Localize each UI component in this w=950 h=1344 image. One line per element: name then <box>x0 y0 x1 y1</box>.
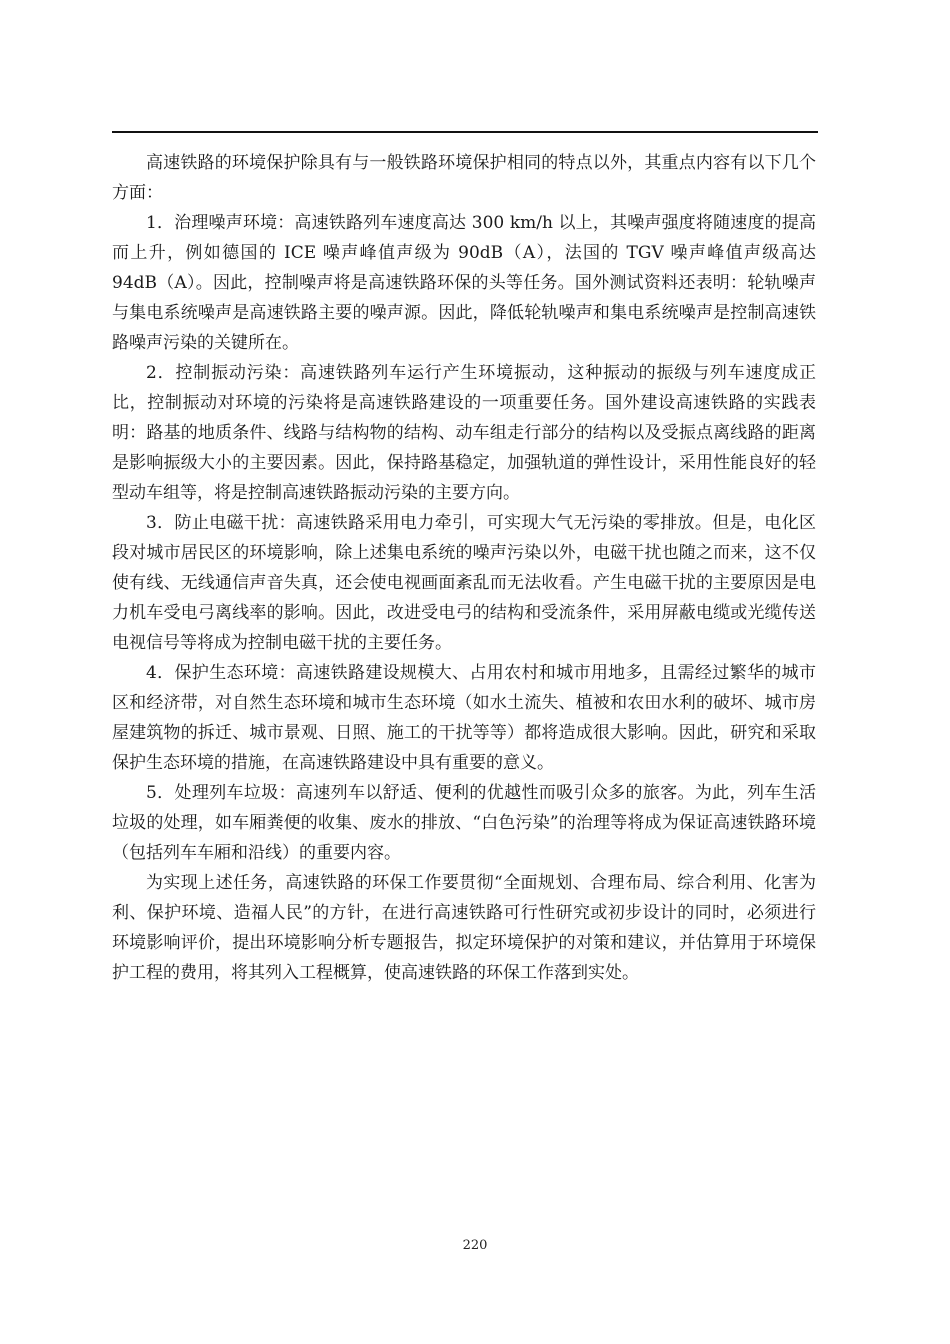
paragraph-vibration-control: 2．控制振动污染：高速铁路列车运行产生环境振动，这种振动的振级与列车速度成正比，控制振动对环境的污染将是高速铁路建设的一项重要任务。国外建设高速铁路的实践表明：路基的地质条件、线路与结构物的结构、动车组走行部分的结构以及受振点离线路的距离是影响振级大小的主要因素。因此，保持路基稳定，加强轨道的弹性设计，采用性能良好的轻型动车组等，将是控制高速铁路振动污染的主要方向。 <box>112 363 816 503</box>
paragraph-ecological-protection: 4．保护生态环境：高速铁路建设规模大、占用农村和城市用地多，且需经过繁华的城市区和经济带，对自然生态环境和城市生态环境（如水土流失、植被和农田水利的破坏、城市房屋建筑物的拆迁、城市景观、日照、施工的干扰等等）都将造成很大影响。因此，研究和采取保护生态环境的措施，在高速铁路建设中具有重要的意义。 <box>112 663 816 773</box>
body-text <box>112 148 816 988</box>
paragraph-conclusion: 为实现上述任务，高速铁路的环保工作要贯彻“全面规划、合理布局、综合利用、化害为利、保护环境、造福人民”的方针，在进行高速铁路可行性研究或初步设计的同时，必须进行环境影响评价，提出环境影响分析专题报告，拟定环境保护的对策和建议，并估算用于环境保护工程的费用，将其列入工程概算，使高速铁路的环保工作落到实处。 <box>112 873 816 983</box>
header-rule <box>112 131 818 133</box>
intro-paragraph: 高速铁路的环境保护除具有与一般铁路环境保护相同的特点以外，其重点内容有以下几个方面： <box>112 153 816 203</box>
page-number: 220 <box>462 1238 488 1253</box>
paragraph-electromagnetic-interference: 3．防止电磁干扰：高速铁路采用电力牵引，可实现大气无污染的零排放。但是，电化区段对城市居民区的环境影响，除上述集电系统的噪声污染以外，电磁干扰也随之而来，这不仅使有线、无线通信声音失真，还会使电视画面紊乱而无法收看。产生电磁干扰的主要原因是电力机车受电弓离线率的影响。因此，改进受电弓的结构和受流条件，采用屏蔽电缆或光缆传送电视信号等将成为控制电磁干扰的主要任务。 <box>112 513 816 653</box>
paragraph-noise-control: 1．治理噪声环境：高速铁路列车速度高达 300 km/h 以上，其噪声强度将随速度的提高而上升，例如德国的 ICE 噪声峰值声级为 90dB（A），法国的 TGV 噪声峰值声级高达 94dB（A）。因此，控制噪声将是高速铁路环保的头等任务。国外测试资料还表明：轮轨噪声与集电系统噪声是高速铁路主要的噪声源。因此，降低轮轨噪声和集电系统噪声是控制高速铁路噪声污染的关键所在。 <box>112 213 816 353</box>
paragraph-train-waste: 5．处理列车垃圾：高速列车以舒适、便利的优越性而吸引众多的旅客。为此，列车生活垃圾的处理，如车厢粪便的收集、废水的排放、“白色污染”的治理等将成为保证高速铁路环境（包括列车车厢和沿线）的重要内容。 <box>112 783 816 863</box>
